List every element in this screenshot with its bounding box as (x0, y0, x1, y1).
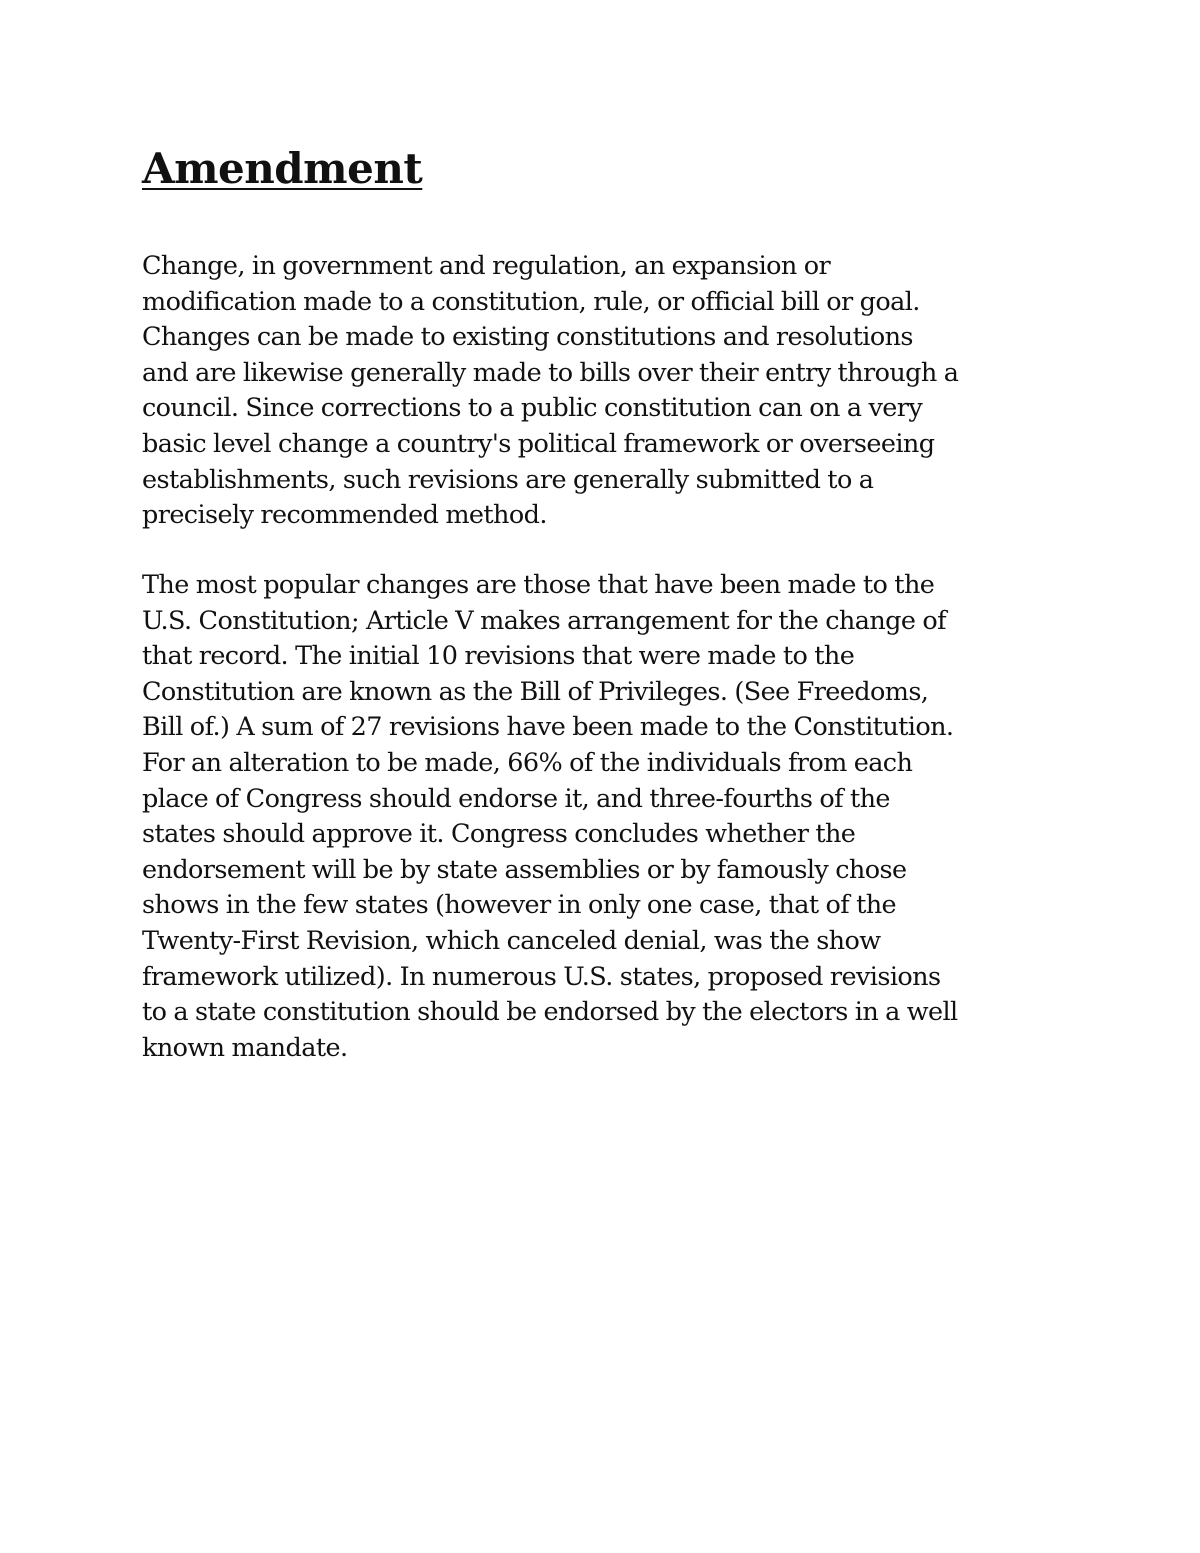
paragraph-line: place of Congress should endorse it, and three-fourths of the (142, 783, 890, 814)
paragraph-line: shows in the few states (however in only one case, that of the (142, 890, 897, 921)
paragraph-line: Changes can be made to existing constitutions and resolutions (142, 322, 913, 353)
paragraph-line: basic level change a country's political framework or overseeing (142, 428, 935, 459)
paragraph-line: precisely recommended method. (142, 500, 547, 531)
document-title: Amendment (142, 144, 423, 193)
paragraph-line: The most popular changes are those that have been made to the (142, 570, 935, 600)
paragraph-line: Constitution are known as the Bill of Privileges. (See Freedoms, (142, 676, 929, 707)
paragraph-us-constitution (142, 568, 958, 1066)
paragraph-line: modification made to a constitution, rule, or official bill or goal. (142, 286, 920, 317)
paragraph-line: Change, in government and regulation, an expansion or (142, 251, 831, 281)
paragraph-line: known mandate. (142, 1032, 348, 1063)
paragraph-line: endorsement will be by state assemblies or by famously chose (142, 854, 907, 885)
paragraph-line: that record. The initial 10 revisions that were made to the (142, 641, 855, 672)
paragraph-line: states should approve it. Congress concludes whether the (142, 819, 856, 850)
paragraph-line: establishments, such revisions are generally submitted to a (142, 464, 874, 495)
paragraph-line: to a state constitution should be endorsed by the electors in a well (142, 997, 958, 1028)
paragraph-line: council. Since corrections to a public constitution can on a very (142, 393, 923, 424)
paragraph-line: Twenty-First Revision, which canceled denial, was the show (142, 925, 881, 956)
paragraph-line: U.S. Constitution; Article V makes arrangement for the change of (142, 605, 946, 636)
paragraph-definition (142, 249, 958, 534)
paragraph-line: Bill of.) A sum of 27 revisions have been made to the Constitution. (142, 712, 954, 743)
paragraph-line: framework utilized). In numerous U.S. states, proposed revisions (142, 961, 941, 992)
paragraph-line: For an alteration to be made, 66% of the individuals from each (142, 747, 913, 778)
paragraph-line: and are likewise generally made to bills over their entry through a (142, 357, 959, 388)
